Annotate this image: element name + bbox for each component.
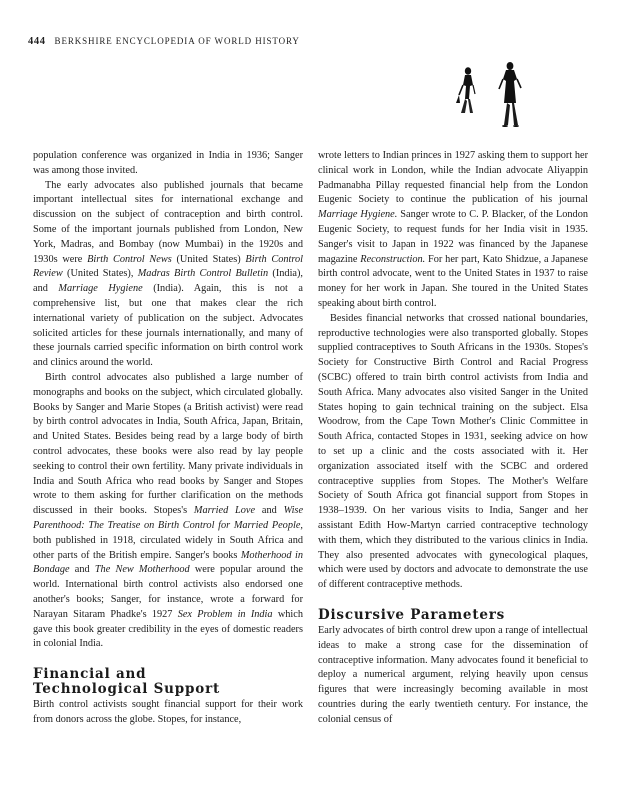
heading-line: Technological Support <box>33 681 221 698</box>
section-heading <box>33 667 303 697</box>
magazine-title: Reconstruction. <box>360 253 426 265</box>
text-run: For her part, Kato Shidzue, a Japanese birth control advocate, went to the United States in 1937 to raise money for her work in Japan. She toured in the United States speaking about birth control. <box>318 253 588 309</box>
book-title: The New Motherhood <box>94 564 190 576</box>
text-run: wrote letters to Indian princes in 1927 asking them to support her clinical work in London, while the Indian advocate Aliyappin Padmanabha Pillay requested financial help from the London Eugenic Society to continue the publication of his journal <box>318 150 588 206</box>
paragraph <box>318 149 588 312</box>
text-run: and <box>69 564 95 576</box>
text-run: , both published in 1918, circulated widely in South Africa and other parts of the British empire. Sanger's books <box>33 519 303 561</box>
journal-title: Madras Birth Control Bulletin <box>137 268 269 280</box>
text-run: (India). Again, this is not a comprehensive list, but one that makes clear the rich international variety of publication on the subject. Advocates solicited articles for these journals internationally, and many of these journals carried specific information on birth control work and clinics around the world. <box>33 283 303 369</box>
text-run: (United States) <box>171 253 246 265</box>
text-run: The early advocates also published journals that became important intellectual sites for international exchange and discussion on the subject of contraception and birth control. Some of the important journals published from London, New York, Madras, and Bombay (now Mumbai) in the 1920s and 1930s were <box>33 179 303 265</box>
paragraph <box>33 371 303 652</box>
journal-title: Birth Control News <box>87 253 172 265</box>
section-heading: Discursive Parameters <box>318 606 506 623</box>
journal-title: Marriage Hygiene <box>58 283 143 295</box>
book-title: Married Love <box>193 505 256 517</box>
text-run: (India), and <box>33 268 304 295</box>
publication-title: BERKSHIRE ENCYCLOPEDIA OF WORLD HISTORY <box>54 36 300 46</box>
text-run: Sanger wrote to C. P. Blacker, of the London Eugenic Society, to request funds for her India visit in 1935. Sanger's visit to Japan in 1922 was financed by the Japanese magazine <box>318 209 588 265</box>
text-run: were popular around the world. International birth control activists also endorsed one another's books; Sanger, for instance, wrote a forward for Narayan Sitaram Phadke's 1927 <box>33 564 303 620</box>
paragraph <box>33 179 303 371</box>
fashion-figures-icon <box>448 55 536 130</box>
text-run: which gave this book greater credibility in the eyes of domestic readers in colonial India. <box>33 608 303 650</box>
running-head <box>28 36 300 47</box>
book-title: Motherhood in Bondage <box>33 549 303 576</box>
book-title: Sex Problem in India <box>177 608 273 620</box>
page-number: 444 <box>28 36 46 47</box>
heading-line: Financial and <box>33 666 147 683</box>
right-column <box>318 149 588 727</box>
paragraph: Birth control activists sought financial support for their work from donors across the globe. Stopes, for instance, <box>33 699 303 725</box>
paragraph: Besides financial networks that crossed national boundaries, reproductive technologies were also transported globally. Stopes supplied contraceptives to South Africans in the 1930s. Stopes's Society for Constructive Birth Control and Racial Progress (SCBC) offered to train birth control activists from India and South Africa. Many advocates also visited Sanger in the United States hoping to gain technical training on the subject. Elsa Woodrow, from the Cape Town Mother's Clinic Committee in South Africa, contacted Stopes in 1931, seeking advice on how to set up a clinic and the costs associated with it. Her organization associated itself with the SCBC and ordered contraceptive supplies from Stopes. The Mother's Welfare Society of South Africa got financial support from Stopes in 1938–1939. On her various visits to India, Sanger and her assistant Edith How-Martyn carried contraceptive technology with them, which they distributed to the various clinics in India. They also presented advocates with gynecological plaques, which were used by doctors and advocate to demonstrate the use of different contraceptive methods. <box>318 312 588 591</box>
journal-title: Birth Control Review <box>33 253 303 280</box>
text-run: and <box>255 505 284 517</box>
text-run: (United States), <box>62 268 138 280</box>
paragraph: Early advocates of birth control drew upon a range of intellectual ideas to make a strong case for the dissemination of contraceptive information. Many advocates found it beneficial to deploy a numerical argument, relying heavily upon census figures that were increasingly becoming available in most countries during the early twentieth century. For instance, the colonial census of <box>318 624 588 725</box>
journal-title: Marriage Hygiene. <box>318 209 398 221</box>
paragraph: population conference was organized in India in 1936; Sanger was among those invited. <box>33 150 303 176</box>
book-title: Wise Parenthood: The Treatise on Birth Control for Married People <box>33 505 304 531</box>
left-column <box>33 149 303 728</box>
text-run: Birth control advocates also published a large number of monographs and books on the subject, which circulated globally. Books by Sanger and Marie Stopes (a British activist) were read by birth control advocates in India, South Africa, Japan, Britain, and United States. Besides being read by a large body of birth control advocates, these books were also read by lay people seeking to control their own fertility. Many private individuals in India and South Africa who read books by Sanger and Stopes wrote to them asking for further clarification on the methods discussed in their books. Stopes's <box>33 371 303 517</box>
